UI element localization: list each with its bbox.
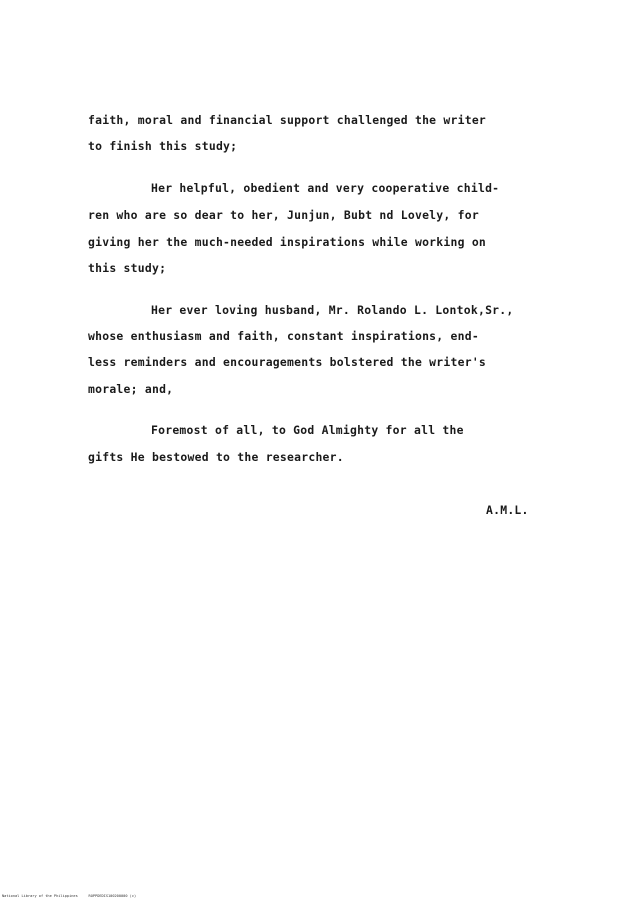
signature-initials: A.M.L. [486, 503, 529, 517]
paragraph-1-line-2: to finish this study; [88, 139, 238, 153]
paragraph-1-line-1: faith, moral and financial support challenged the writer [88, 113, 487, 127]
paragraph-2-line-4: this study; [88, 261, 167, 275]
paragraph-4-line-2: gifts He bestowed to the researcher. [88, 450, 344, 464]
paragraph-3-line-2: whose enthusiasm and faith, constant inspirations, end- [88, 329, 479, 343]
paragraph-2-line-1: Her helpful, obedient and very cooperative child- [151, 181, 500, 195]
paragraph-3-line-1: Her ever loving husband, Mr. Rolando L. Lontok,Sr., [151, 303, 514, 317]
paragraph-2-line-2: ren who are so dear to her, Junjun, Bubt nd Lovely, for [88, 208, 479, 222]
library-footer-credit: National Library of the Philippines ROPPDEDIS100200000 (c) [2, 894, 137, 898]
paragraph-4-line-1: Foremost of all, to God Almighty for all the [151, 423, 464, 437]
paragraph-2-line-3: giving her the much-needed inspirations while working on [88, 235, 487, 249]
paragraph-3-line-4: morale; and, [88, 382, 174, 396]
paragraph-3-line-3: less reminders and encouragements bolstered the writer's [88, 355, 487, 369]
